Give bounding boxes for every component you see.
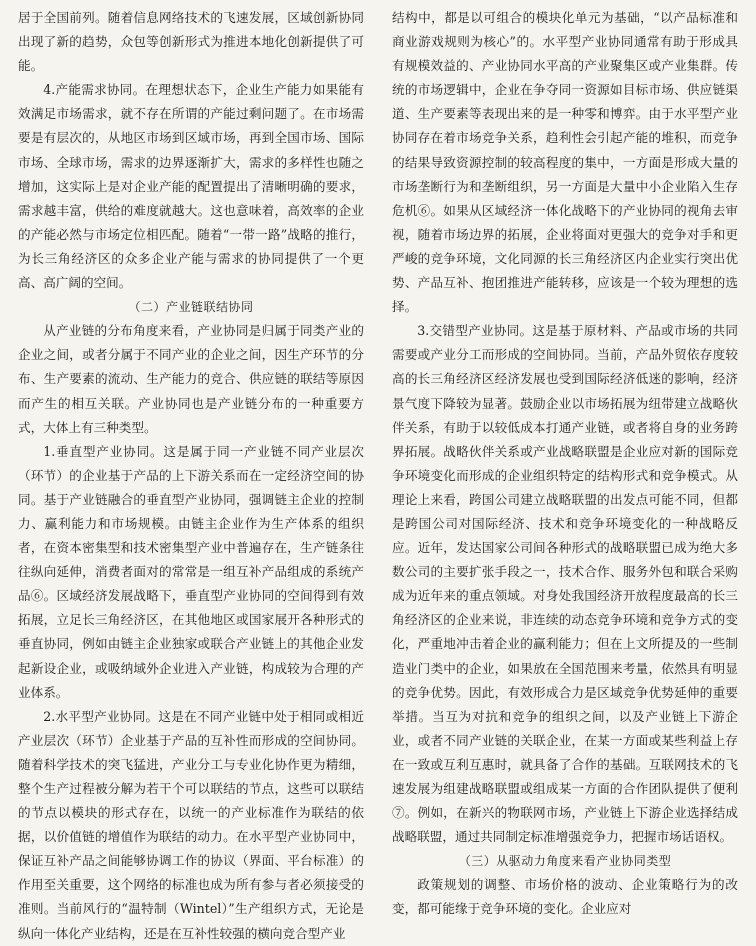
section-subheading: （三）从驱动力角度来看产业协同类型 [458, 854, 672, 869]
paragraph: 1.垂直型产业协同。这是属于同一产业链不同产业层次（环节）的企业基于产品的上下游关系而在一定经济空间的协同。基于产业链融合的垂直型产业协同，强调链主企业的控制力、赢利能力和市场规模。由链主企业作为生产体系的组织者，在资本密集型和技术密集型产业中普遍存在，生产链条往往纵向延伸，消费者面对的常常是一组互补产品组成的系统产品⑥。区域经济发展战略下，垂直型产业协同的空间得到有效拓展，立足长三角经济区，在其他地区或国家展开各种形式的垂直协同，例如由链主企业独家或联合产业链上的其他企业发起新设企业，或吸纳域外企业进入产业链，构成较为合理的产业体系。 [18, 443, 364, 700]
left-column [18, 6, 364, 941]
section-subheading: （二）产业链联结协同 [128, 300, 254, 315]
right-column [392, 6, 738, 917]
paragraph: 2.水平型产业协同。这是在不同产业链中处于相同或相近产业层次（环节）企业基于产品的互补性而形成的空间协同。随着科学技术的突飞猛进，产业分工与专业化协作更为精细，整个生产过程被分解为若干个可以联结的节点，这些可以联结的节点以模块的形式存在，以统一的产业标准作为联结的依据，以价值链的增值作为联结的动力。在水平型产业协同中，保证互补产品之间能够协调工作的协议（界面、平台标准）的作用至关重要，这个网络的标准也成为所有参与者必须接受的准则。当前风行的“温特制（Wintel）”生产组织方式，无论是纵向一体化产业结构，还是在互补性较强的横向竞合型产业 [18, 708, 364, 941]
paragraph: 4.产能需求协同。在理想状态下，企业生产能力如果能有效满足市场需求，就不存在所谓的产能过剩问题了。在市场需要是有层次的，从地区市场到区域市场，再到全国市场、国际市场、全球市场，需求的边界逐渐扩大，需求的多样性也随之增加，这实际上是对企业产能的配置提出了清晰明确的要求，需求越丰富，供给的难度就越大。这也意味着，高效率的企业的产能必然与市场定位相匹配。随着“一带一路”战略的推行，为长三角经济区的众多企业产能与需求的协同提供了一个更高、高广阔的空间。 [18, 82, 364, 291]
paragraph: 从产业链的分布角度来看，产业协同是归属于同类产业的企业之间，或者分属于不同产业的企业之间，因生产环节的分布、生产要素的流动、生产能力的竞合、供应链的联结等原因而产生的相互关联。产业协同也是产业链分布的一种重要方式，大体上有三种类型。 [18, 323, 364, 435]
two-column-body [18, 6, 738, 941]
paragraph: 结构中，都是以可组合的模块化单元为基础，“以产品标准和商业游戏规则为核心”的。水平型产业协同通常有助于形成具有规模效益的、产业协同水平高的产业聚集区或产业集群。传统的市场逻辑中，企业在争夺同一资源如目标市场、供应链渠道、生产要素等表现出来的是一种零和博弈。由于水平型产业协同存在着市场竞争关系，趋利性会引起产能的堆积，而竞争的结果导致资源控制的较高程度的集中，一方面是形成大量的市场垄断行为和垄断组织，另一方面是大量中小企业陷入生存危机⑥。如果从区域经济一体化战略下的产业协同的视角去审视，随着市场边界的拓展，企业将面对更强大的竞争对手和更严峻的竞争环境，文化同源的长三角经济区内企业实行突出优势、产品互补、抱团推进产能转移，应该是一个较为理想的选择。 [392, 10, 738, 315]
paragraph: 3.交错型产业协同。这是基于原材料、产品或市场的共同需要或产业分工而形成的空间协同。当前，产品外贸依存度较高的长三角经济区经济发展也受到国际经济低迷的影响，经济景气度下降较为显著。鼓励企业以市场拓展为纽带建立战略伙伴关系，有助于以较低成本打通产业链，或者将自身的业务跨界拓展。战略伙伴关系或产业战略联盟是企业应对新的国际竞争环境变化而形成的企业组织特定的结构形式和竞争模式。从理论上来看，跨国公司建立战略联盟的出发点可能不同，但都是跨国公司对国际经济、技术和竞争环境变化的一种战略反应。近年，发达国家公司间各种形式的战略联盟已成为绝大多数公司的主要扩张手段之一，技术合作、服务外包和联合采购成为近年来的重点领域。对身处我国经济开放程度最高的长三角经济区的企业来说，非连续的动态竞争环境和竞争方式的变化，严重地冲击着企业的赢利能力；但在上文所提及的一些制造业门类中的企业，如果放在全国范围来考量，依然具有明显的竞争优势。因此，有效形成合力是区域竞争优势延伸的重要举措。当互为对抗和竞争的组织之间，以及产业链上下游企业，或者不同产业链的关联企业，在某一方面或某些利益上存在一致或互利互惠时，就具备了合作的基础。互联网技术的飞速发展为组建战略联盟或组成某一方面的合作团队提供了便利⑦。例如，在新兴的物联网市场，产业链上下游企业选择结成战略联盟，通过共同制定标准增强竞争力，把握市场话语权。 [392, 323, 738, 845]
paragraph: 政策规划的调整、市场价格的波动、企业策略行为的改变，都可能缘于竞争环境的变化。企业应对 [392, 877, 738, 917]
paragraph: 居于全国前列。随着信息网络技术的飞速发展，区域创新协同出现了新的趋势，众包等创新形式为推进本地化创新提供了可能。 [18, 10, 364, 74]
